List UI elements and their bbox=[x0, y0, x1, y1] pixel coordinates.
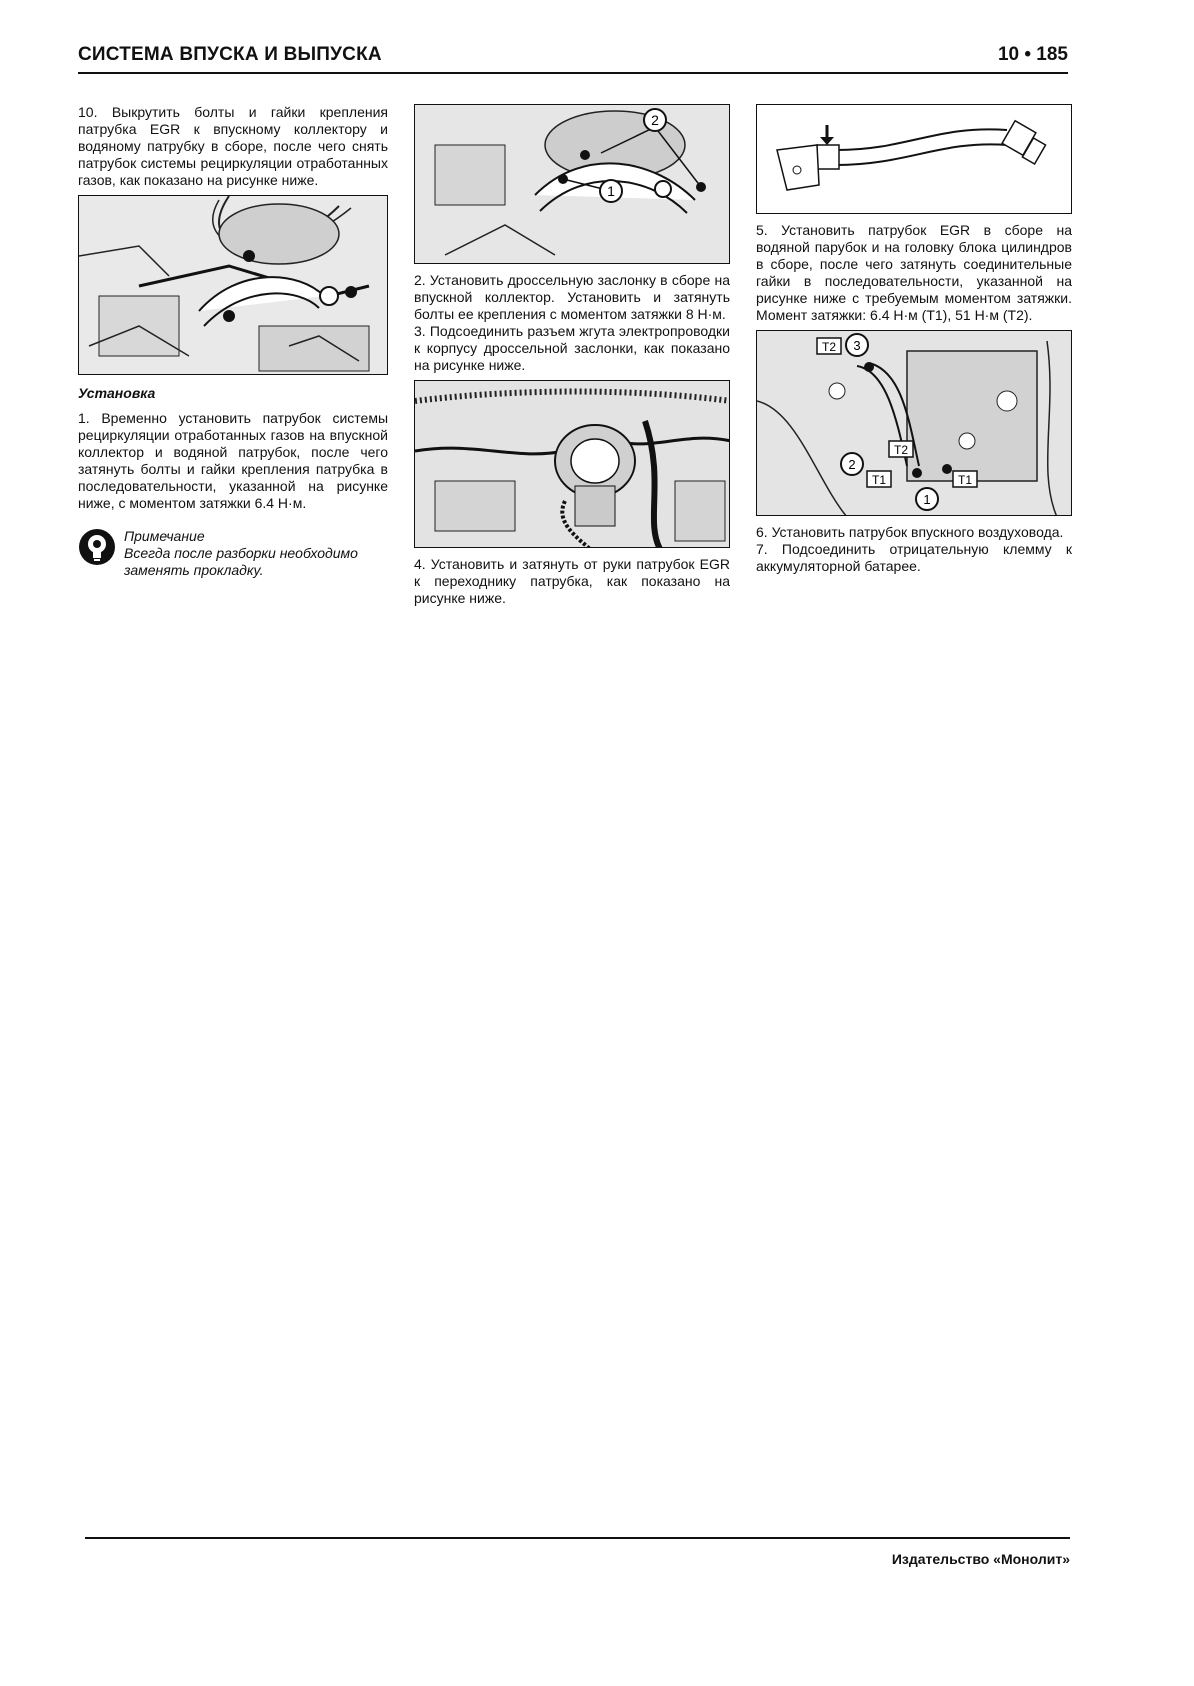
page-header bbox=[78, 38, 1068, 78]
column-right bbox=[756, 104, 1072, 575]
label-t1-right: T1 bbox=[957, 473, 973, 487]
note-block bbox=[78, 528, 388, 579]
figure-egr-pipe bbox=[756, 104, 1072, 214]
callout-3: 3 bbox=[853, 338, 861, 353]
page-number: 10 • 185 bbox=[997, 44, 1068, 65]
label-t1-left: T1 bbox=[871, 473, 887, 487]
column-left bbox=[78, 104, 388, 579]
step-1-text: 1. Временно установить патрубок системы рециркуляции отработанных газов на впускной коллектор и водяной патрубок, после чего затянуть болты и гайки крепления патрубка в последовательности, указанной на рисунке ниже, с моментом затяжки 6.4 Н·м. bbox=[78, 410, 388, 511]
section-title: СИСТЕМА ВПУСКА И ВЫПУСКА bbox=[78, 44, 382, 65]
header-rule bbox=[78, 72, 1068, 74]
callout-1: 1 bbox=[923, 492, 931, 507]
figure-throttle-bolts bbox=[414, 104, 730, 264]
label-t2-mid: T2 bbox=[893, 443, 909, 457]
publisher: Издательство «Монолит» bbox=[891, 1551, 1070, 1567]
footer-rule bbox=[85, 1537, 1070, 1539]
step-10-text: 10. Выкрутить болты и гайки крепления патрубка EGR к впускному коллектору и водяному патрубку в сборе, после чего снять патрубок системы рециркуляции отработанных газов, как показано на рисунке ниже. bbox=[78, 104, 388, 188]
step-5-text: 5. Установить патрубок EGR в сборе на водяной парубок и на головку блока цилиндров в сборе, после чего затянуть соединительные гайки в последовательности, указанной на рисунке ниже с требуемым моментом затяжки. Момент затяжки: 6.4 Н·м (T1), 51 Н·м (T2). bbox=[756, 222, 1072, 323]
step-6-text: 6. Установить патрубок впускного воздуховода. bbox=[756, 524, 1064, 540]
figure-throttle-connector bbox=[414, 380, 730, 548]
step-3-text: 3. Подсоединить разъем жгута электропроводки к корпусу дроссельной заслонки, как показано на рисунке ниже. bbox=[414, 323, 730, 373]
label-t2-top: T2 bbox=[821, 340, 837, 354]
page-footer bbox=[85, 1537, 1070, 1567]
callout-2: 2 bbox=[848, 457, 856, 472]
figure-egr-tightening bbox=[756, 330, 1072, 516]
callout-2: 2 bbox=[651, 112, 659, 128]
column-middle bbox=[414, 104, 730, 607]
note-text: Всегда после разборки необходимо заменять прокладку. bbox=[124, 545, 358, 578]
step-7-text: 7. Подсоединить отрицательную клемму к аккумуляторной батарее. bbox=[756, 541, 1072, 574]
figure-egr-removal bbox=[78, 195, 388, 375]
step-4-text: 4. Установить и затянуть от руки патрубок EGR к переходнику патрубка, как показано на рисунке ниже. bbox=[414, 556, 730, 606]
install-heading: Установка bbox=[78, 385, 156, 401]
step-2-text: 2. Установить дроссельную заслонку в сборе на впускной коллектор. Установить и затянуть болты ее крепления с моментом затяжки 8 Н·м. bbox=[414, 272, 730, 322]
note-title: Примечание bbox=[124, 528, 205, 544]
lightbulb-icon bbox=[78, 528, 116, 566]
callout-1: 1 bbox=[607, 183, 615, 199]
